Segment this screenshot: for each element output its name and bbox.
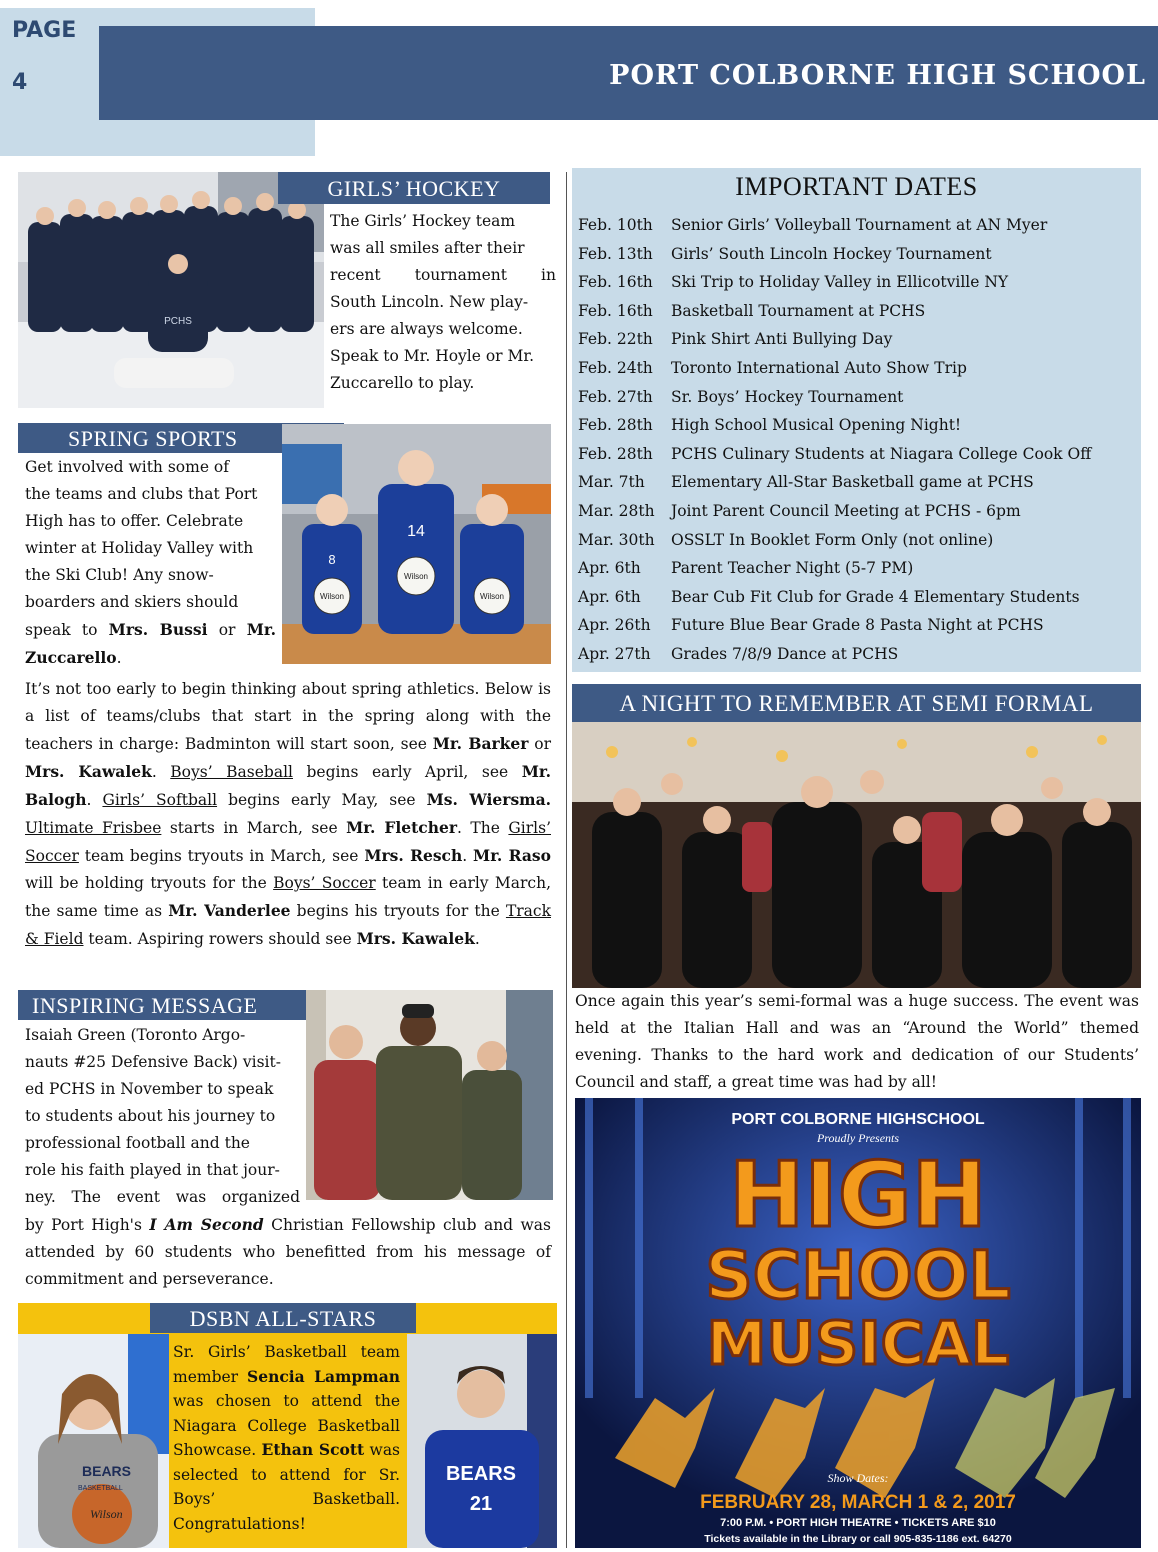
student-name: Sencia Lampman (247, 1366, 401, 1386)
inspiring-line: ney. The event was organized (25, 1188, 300, 1206)
poster-school: PORT COLBORNE HIGHSCHOOL (731, 1111, 985, 1128)
event-label: Toronto International Auto Show Trip (671, 359, 967, 377)
date-label: Apr. 6th (578, 587, 641, 606)
spring-line: boarders and skiers should (25, 593, 239, 611)
student-name: Ethan Scott (261, 1440, 365, 1459)
semi-formal-photo (572, 722, 1141, 988)
jersey-text: BEARS (445, 1463, 517, 1485)
school-name: PORT COLBORNE HIGH SCHOOL (609, 60, 1146, 91)
hockey-line: Zuccarello to play. (330, 374, 475, 392)
semi-formal-header: A NIGHT TO REMEMBER AT SEMI FORMAL (572, 684, 1141, 722)
event-label: Future Blue Bear Grade 8 Pasta Night at PCHS (671, 616, 1044, 635)
date-label: Feb. 16th (578, 301, 653, 320)
musical-poster (575, 1098, 1141, 1548)
date-row (578, 330, 892, 348)
inspiring-photo (306, 990, 553, 1200)
date-row (578, 302, 925, 320)
page-label: PAGE (12, 18, 77, 43)
show-info: 7:00 P.M. • PORT HIGH THEATRE • TICKETS ARE $10 (720, 1517, 996, 1529)
jersey-number: 21 (469, 1493, 493, 1515)
ticket-info: Tickets available in the Library or call 905-835-1186 ext. 64270 (704, 1533, 1012, 1545)
poster-presents: Proudly Presents (816, 1131, 900, 1145)
date-row (578, 445, 1091, 463)
club-name: I Am Second (149, 1215, 264, 1234)
event-label: OSSLT In Booklet Form Only (not online) (671, 530, 994, 549)
date-label: Apr. 26th (578, 616, 651, 635)
date-label: Feb. 28th (578, 416, 653, 435)
event-label: Pink Shirt Anti Bullying Day (671, 330, 893, 349)
date-label: Feb. 22th (578, 330, 653, 349)
jersey-number: 8 (328, 552, 336, 567)
basketball-brand: Wilson (90, 1507, 123, 1521)
teacher-name: Zuccarello (25, 648, 117, 667)
jersey-number: 14 (407, 523, 425, 540)
hockey-line: The Girls’ Hockey team (330, 212, 516, 230)
date-row (578, 216, 1047, 234)
date-label: Feb. 16th (578, 273, 653, 292)
event-label: PCHS Culinary Students at Niagara College Cook Off (671, 444, 1092, 463)
inspiring-header: INSPIRING MESSAGE (18, 990, 328, 1020)
event-label: Parent Teacher Night (5-7 PM) (671, 559, 914, 578)
inspiring-line: Isaiah Green (Toronto Argo- (25, 1026, 246, 1044)
date-row (578, 531, 993, 549)
inspiring-text (25, 1022, 300, 1211)
important-dates-box (572, 168, 1141, 672)
teacher-name: Mr. (246, 620, 276, 639)
date-row (578, 416, 961, 434)
inspiring-line: role his faith played in that jour- (25, 1161, 280, 1179)
spring-line: the Ski Club! Any snow- (25, 566, 214, 584)
event-label: Ski Trip to Holiday Valley in Ellicotville NY (671, 273, 1009, 292)
teacher-name: Mrs. Bussi (108, 620, 208, 639)
volleyball-brand: Wilson (479, 592, 505, 601)
allstars-text: Sr. Girls’ Basketball team member Sencia Lampman was chosen to attend the Niagara College Basketball Showcase. Ethan Scott was selected to attend for Sr. Boys’ Basketball. Congratulations! (173, 1343, 401, 1533)
date-label: Feb. 27th (578, 387, 653, 406)
semi-formal-text: Once again this year’s semi-formal was a huge success. The event was held at the Italian Hall and was an “Around the World” themed evening. Thanks to the hard work and dedication of our Students’ Council and staff, a great time was had by all! (575, 992, 1139, 1091)
date-row (578, 388, 903, 406)
hockey-line: was all smiles after their (330, 239, 525, 257)
event-label: Girls’ South Lincoln Hockey Tournament (671, 244, 992, 263)
team-link: Girls’ Softball (102, 791, 218, 809)
hockey-jersey-text: PCHS (164, 316, 192, 327)
date-row (578, 273, 1008, 291)
poster-title-line2: SCHOOL (705, 1237, 1011, 1314)
event-label: High School Musical Opening Night! (671, 416, 962, 435)
date-label: Apr. 27th (578, 645, 651, 663)
spring-line: Get involved with some of (25, 458, 229, 476)
event-label: Joint Parent Council Meeting at PCHS - 6pm (671, 502, 1021, 520)
date-label: Feb. 13th (578, 244, 653, 263)
date-label: Mar. 7th (578, 473, 645, 492)
spring-line: speak to Mrs. Bussi or Mr. (25, 620, 276, 639)
date-label: Apr. 6th (578, 559, 641, 578)
date-row (578, 645, 898, 663)
date-row (578, 588, 1080, 606)
inspiring-line: to students about his journey to (25, 1107, 276, 1125)
volleyball-brand: Wilson (403, 572, 429, 581)
dates-title: IMPORTANT DATES (735, 172, 978, 201)
date-row (578, 502, 1021, 520)
inspiring-line: nauts #25 Defensive Back) visit- (25, 1053, 281, 1071)
poster-title-line1: HIGH (728, 1143, 988, 1248)
hockey-header: GIRLS’ HOCKEY (278, 172, 550, 204)
volleyball-brand: Wilson (319, 592, 345, 601)
event-label: Sr. Boys’ Hockey Tournament (671, 387, 904, 406)
hoodie-text: BEARS (82, 1463, 132, 1479)
event-label: Grades 7/8/9 Dance at PCHS (671, 645, 899, 663)
event-label: Basketball Tournament at PCHS (671, 301, 926, 320)
poster-title-line3: MUSICAL (706, 1309, 1010, 1379)
ethan-photo (407, 1334, 557, 1548)
event-label: Bear Cub Fit Club for Grade 4 Elementary Students (671, 587, 1080, 606)
event-label: Elementary All-Star Basketball game at PCHS (671, 473, 1034, 492)
allstars-header: DSBN ALL-STARS (150, 1303, 416, 1333)
date-label: Feb. 28th (578, 444, 653, 463)
spring-intro (25, 454, 276, 672)
hockey-team-photo (18, 172, 324, 408)
hoodie-subtext: BASKETBALL (78, 1485, 123, 1492)
date-row (578, 359, 967, 377)
date-label: Mar. 28th (578, 502, 655, 520)
date-label: Feb. 10th (578, 216, 653, 234)
event-label: Senior Girls’ Volleyball Tournament at AN Myer (671, 216, 1048, 234)
date-label: Feb. 24th (578, 359, 653, 377)
hockey-line: Speak to Mr. Hoyle or Mr. (330, 347, 535, 365)
hockey-line: ers are always welcome. (330, 320, 523, 338)
sencia-photo (18, 1334, 169, 1548)
date-row (578, 559, 913, 577)
spring-line: Zuccarello. (25, 648, 122, 667)
date-row (578, 473, 1034, 491)
date-row (578, 245, 992, 263)
team-link: Boys’ Baseball (170, 763, 293, 781)
date-row (578, 616, 1044, 634)
spring-sports-header: SPRING SPORTS (18, 423, 344, 453)
column-divider (566, 172, 567, 1548)
hockey-text (330, 208, 556, 397)
team-link: Ultimate Frisbee (25, 819, 162, 837)
team-link: Boys’ Soccer (273, 874, 376, 892)
inspiring-line: professional football and the (25, 1134, 250, 1152)
page-number: 4 (12, 70, 28, 95)
spring-paragraph: It’s not too early to begin thinking about spring athletics. Below is a list of teams/clubs that start in the spring along with the teachers in charge: Badminton will start soon, see Mr. Barker or Mrs. Kawalek. Boys’ Baseball begins early April, see Mr. Balogh. Girls’ Softball begins early May, see Ms. Wiersma. Ultimate Frisbee starts in March, see Mr. Fletcher. The Girls’ Soccer team begins tryouts in March, see Mrs. Resch. Mr. Raso will be holding tryouts for the Boys’ Soccer team in early March, the same time as Mr. Vanderlee begins his tryouts for the Track & Field team. Aspiring rowers should see Mrs. Kawalek. (25, 680, 552, 948)
header-banner (99, 26, 1158, 120)
show-dates-label: Show Dates: (827, 1471, 889, 1485)
spring-line: the teams and clubs that Port (25, 485, 258, 503)
team-link: Track & Field (25, 902, 551, 948)
team-link: Girls’ Soccer (25, 819, 551, 865)
spring-line: winter at Holiday Valley with (25, 539, 254, 557)
inspiring-text-cont: by Port High's I Am Second Christian Fellowship club and was attended by 60 students who benefitted from his message of commitment and perseverance. (25, 1215, 551, 1288)
inspiring-line: ed PCHS in November to speak (25, 1080, 274, 1098)
spring-line: High has to offer. Celebrate (25, 512, 244, 530)
date-label: Mar. 30th (578, 530, 655, 549)
hockey-line: recent tournament in (330, 266, 556, 284)
hockey-line: South Lincoln. New play- (330, 293, 529, 311)
volleyball-photo (282, 424, 551, 664)
show-dates: FEBRUARY 28, MARCH 1 & 2, 2017 (700, 1492, 1016, 1513)
